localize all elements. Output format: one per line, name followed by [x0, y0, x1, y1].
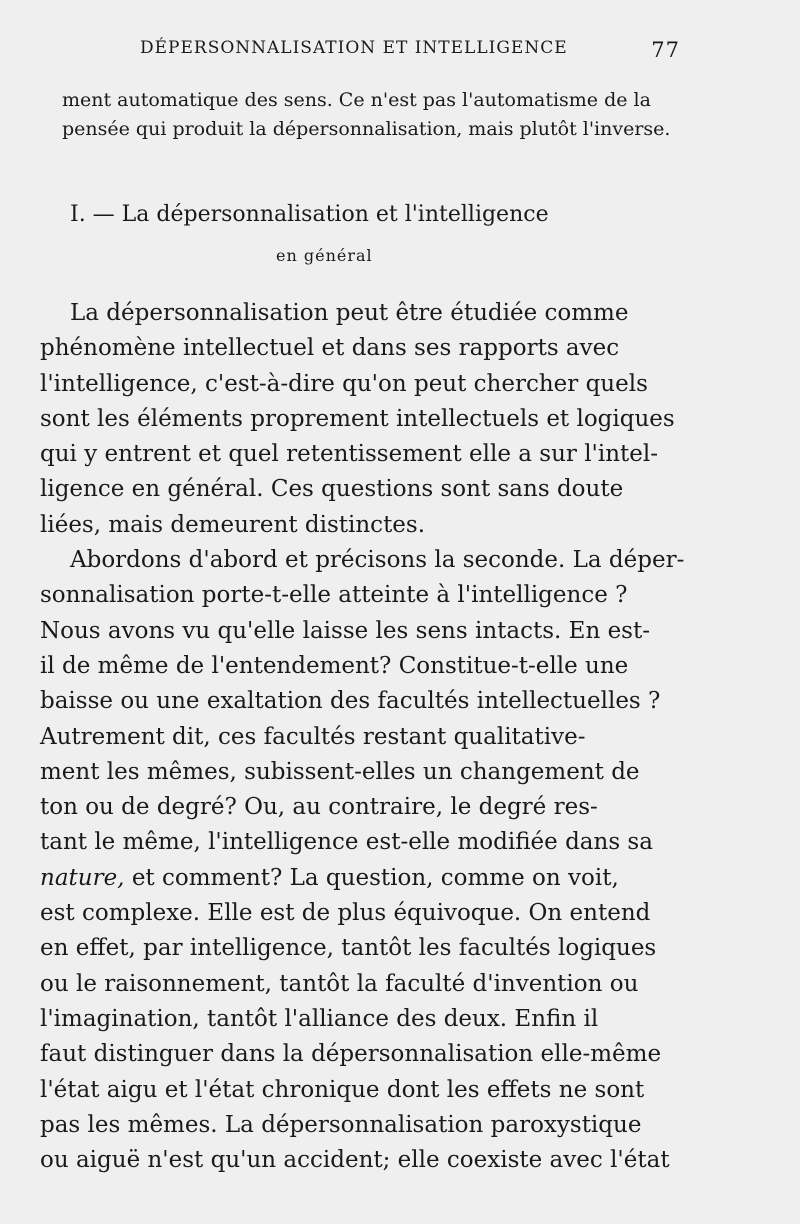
- paragraph-line: Nous avons vu qu'elle laisse les sens intacts. En est-: [40, 617, 650, 644]
- paragraph-line: il de même de l'entendement? Constitue-t-elle une: [40, 652, 629, 679]
- text-line: ment automatique des sens. Ce n'est pas l'automatisme de la: [62, 89, 651, 111]
- paragraph-line: qui y entrent et quel retentissement elle a sur l'intel-: [40, 441, 659, 468]
- paragraph-line: liées, mais demeurent distinctes.: [40, 511, 426, 538]
- body-text: [40, 296, 690, 1178]
- paragraph-line: [40, 861, 690, 896]
- paragraph-line: Autrement dit, ces facultés restant qualitative-: [40, 723, 586, 750]
- paragraph-line: ou aiguë n'est qu'un accident; elle coexiste avec l'état: [40, 1147, 670, 1174]
- italic-word: nature,: [40, 864, 125, 891]
- paragraph-line: en effet, par intelligence, tantôt les facultés logiques: [40, 935, 657, 962]
- section-heading-line2: en général: [276, 246, 373, 265]
- paragraph-line: sonnalisation porte-t-elle atteinte à l'intelligence ?: [40, 582, 628, 609]
- paragraph-line: faut distinguer dans la dépersonnalisation elle-même: [40, 1041, 662, 1068]
- paragraph-line: ou le raisonnement, tantôt la faculté d'invention ou: [40, 970, 639, 997]
- paragraph-line: ton ou de degré? Ou, au contraire, le degré res-: [40, 794, 598, 821]
- paragraph-line: l'intelligence, c'est-à-dire qu'on peut chercher quels: [40, 370, 648, 397]
- paragraph-line: Abordons d'abord et précisons la seconde. La déper-: [70, 547, 685, 574]
- paragraph-line: sont les éléments proprement intellectuels et logiques: [40, 405, 675, 432]
- page-number: 77: [651, 38, 680, 62]
- running-head-title: DÉPERSONNALISATION ET INTELLIGENCE: [140, 38, 568, 58]
- paragraph-line: tant le même, l'intelligence est-elle modifiée dans sa: [40, 829, 653, 856]
- paragraph-line: baisse ou une exaltation des facultés intellectuelles ?: [40, 688, 661, 715]
- paragraph-line: pas les mêmes. La dépersonnalisation paroxystique: [40, 1111, 642, 1138]
- italic-line-rest: et comment? La question, comme on voit,: [131, 864, 619, 891]
- paragraph-line: ligence en général. Ces questions sont sans doute: [40, 476, 624, 503]
- paragraph-line: La dépersonnalisation peut être étudiée comme: [70, 300, 629, 326]
- paragraph-line: l'état aigu et l'état chronique dont les effets ne sont: [40, 1076, 645, 1103]
- paragraph-line: ment les mêmes, subissent-elles un changement de: [40, 758, 640, 785]
- section-heading-line1: I. — La dépersonnalisation et l'intelligence: [70, 202, 549, 227]
- text-line: pensée qui produit la dépersonnalisation, mais plutôt l'inverse.: [62, 118, 671, 140]
- paragraph-line: est complexe. Elle est de plus équivoque. On entend: [40, 900, 651, 927]
- paragraph-line: l'imagination, tantôt l'alliance des deux. Enfin il: [40, 1005, 599, 1032]
- paragraph-line: phénomène intellectuel et dans ses rapports avec: [40, 335, 620, 362]
- carry-over-text: [62, 86, 692, 144]
